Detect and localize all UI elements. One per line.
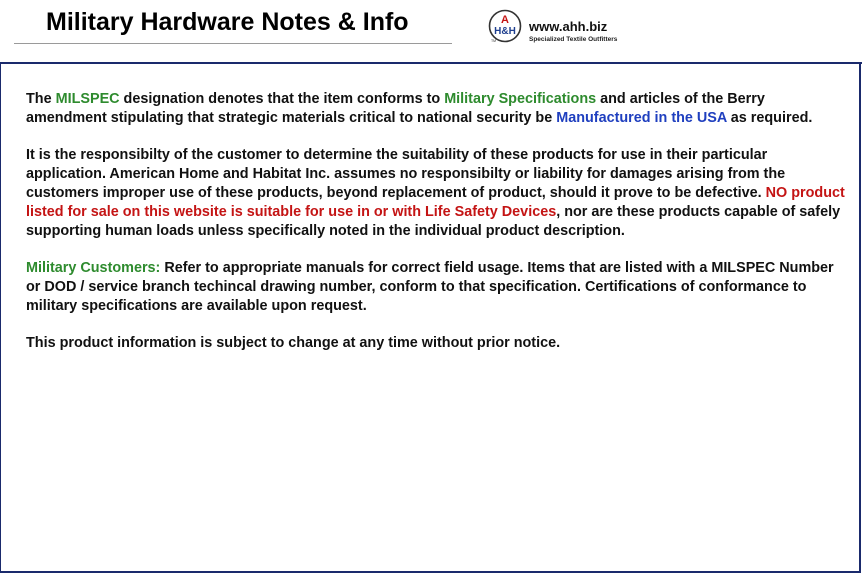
ahh-logo-icon [488,9,522,43]
logo-site-url: www.ahh.biz [529,19,608,34]
logo-tm: TM [491,39,497,43]
change-notice-paragraph [26,334,848,353]
header-band [0,0,862,64]
military-specifications-term: Military Specifications [444,91,597,107]
p4-text-1: This product information is subject to change at any time without prior notice. [26,335,561,351]
milspec-paragraph [26,90,848,128]
military-customers-label: Military Customers: [26,260,161,276]
p1-text-1: The [26,91,56,107]
life-safety-warning: NO product listed for sale on this website is suitable for use in or with Life Safety Devices [26,185,845,220]
page-title: Military Hardware Notes & Info [46,8,409,36]
military-customers-paragraph [26,259,848,316]
logo-mark-top: A [501,14,509,26]
title-underline [14,43,452,44]
responsibility-paragraph [26,146,848,241]
company-logo [488,8,638,48]
milspec-term: MILSPEC [55,91,120,107]
made-in-usa-term: Manufactured in the USA [556,110,727,126]
p1-text-2: designation denotes that the item conforms to [119,91,445,107]
logo-tagline: Specialized Textile Outfitters [529,36,618,43]
p1-text-3: and articles of the Berry amendment stipulating that strategic materials critical to national security be [26,91,765,126]
p2-text-1: It is the responsibilty of the customer to determine the suitability of these products for use in their particular application. American Home and Habitat Inc. assumes no responsibilty or liability for damages arising from the customers improper use of these products, beyond replacement of product, should it prove to be defective. [26,147,786,201]
logo-mark-bottom: H&H [494,26,516,37]
p1-text-4: as required. [726,110,813,126]
p3-text-1: Refer to appropriate manuals for correct field usage. Items that are listed with a MILSPEC Number or DOD / service branch techincal drawing number, conform to that specification. Certifications of conformance to military specifications are available upon request. [26,260,834,314]
p2-text-2: , nor are these products capable of safely supporting human loads unless specifically noted in the individual product description. [26,204,841,239]
notes-body [26,90,848,371]
